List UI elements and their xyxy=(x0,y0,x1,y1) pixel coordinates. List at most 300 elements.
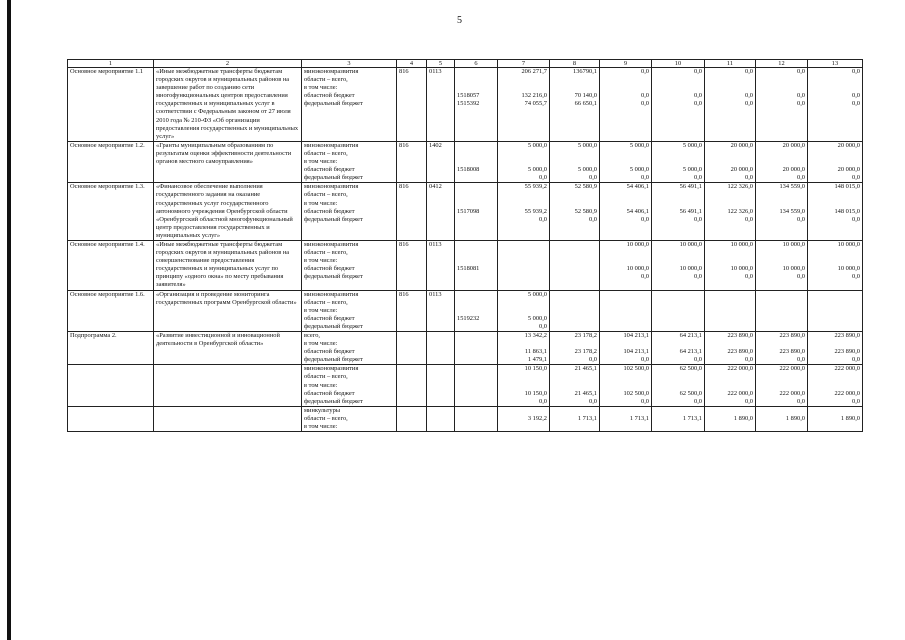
cell-line xyxy=(552,340,597,348)
cell-line xyxy=(500,76,547,84)
activity-description: «Гранты муниципальным образованиям по результатам оценки эффективности деятельности органов местного самоуправления» xyxy=(156,141,292,166)
cell-line xyxy=(457,191,495,199)
cell-line xyxy=(810,340,860,348)
cell-line xyxy=(552,373,597,381)
cell-line: области – всего, xyxy=(304,249,348,257)
cell-line: 0,0 xyxy=(641,68,649,75)
table-cell xyxy=(600,365,652,406)
cell-line xyxy=(457,158,495,166)
cell-line xyxy=(654,257,702,265)
cell-line: 0,0 xyxy=(694,273,702,281)
cell-line xyxy=(552,291,597,299)
activity-description-cell xyxy=(154,332,302,365)
cell-line xyxy=(707,423,753,431)
cell-line xyxy=(500,407,547,415)
cell-line xyxy=(758,158,805,166)
cell-line: 0,0 xyxy=(745,273,753,281)
table-cell xyxy=(455,332,498,365)
cell-line: 0,0 xyxy=(694,92,702,100)
table-cell xyxy=(302,332,397,365)
cell-line: минэкономразвития xyxy=(304,240,359,248)
cell-line xyxy=(602,291,649,299)
cell-line xyxy=(457,323,495,331)
table-cell xyxy=(652,290,705,331)
cell-line: 816 xyxy=(399,240,409,248)
cell-line xyxy=(707,299,753,307)
cell-line xyxy=(457,150,495,158)
table-cell xyxy=(498,183,550,241)
table-cell xyxy=(652,141,705,182)
cell-line xyxy=(707,150,753,158)
cell-line: 0113 xyxy=(429,68,442,75)
cell-line: федеральный бюджет xyxy=(304,215,363,223)
table-cell xyxy=(705,365,756,406)
cell-line xyxy=(602,150,649,158)
table-cell xyxy=(397,332,427,365)
cell-line xyxy=(552,257,597,265)
table-cell xyxy=(808,406,863,431)
cell-line: федеральный бюджет xyxy=(304,397,363,405)
cell-line: 0,0 xyxy=(539,215,547,223)
column-number-4: 4 xyxy=(397,60,427,68)
table-cell xyxy=(756,332,808,365)
cell-line: 0,0 xyxy=(852,273,860,281)
cell-line: 223 890,0 xyxy=(727,348,753,356)
cell-line: 816 xyxy=(399,183,409,191)
cell-line: 20 000,0 xyxy=(782,166,805,174)
cell-line: 20 000,0 xyxy=(782,141,805,149)
cell-line: 222 000,0 xyxy=(727,389,753,397)
cell-line: 10 000,0 xyxy=(730,265,753,273)
table-cell xyxy=(756,240,808,290)
table-row xyxy=(68,183,863,241)
table-cell xyxy=(427,240,455,290)
cell-line: 1518008 xyxy=(457,166,480,174)
cell-line: 54 406,1 xyxy=(626,207,649,215)
cell-line: 0,0 xyxy=(745,100,753,108)
activity-description: «Финансовое обеспечение выполнения государственного задания на оказание государственных услуг государственного автономного учреждения Оренбургской области «Оренбургский областной многофункциональный центр предоставления государственных и муниципальных услуг» xyxy=(156,183,293,239)
table-cell xyxy=(705,406,756,431)
cell-line: 5 000,0 xyxy=(629,166,649,174)
cell-line xyxy=(707,257,753,265)
cell-line: 5 000,0 xyxy=(682,166,702,174)
activity-name-cell xyxy=(68,141,154,182)
cell-line: 222 000,0 xyxy=(834,365,860,373)
cell-line: области – всего, xyxy=(304,373,348,381)
cell-line: 10 000,0 xyxy=(730,240,753,248)
cell-line: областной бюджет xyxy=(304,92,355,100)
table-cell xyxy=(600,406,652,431)
cell-line: 62 500,0 xyxy=(679,365,702,373)
cell-line xyxy=(457,241,495,249)
cell-line: 223 890,0 xyxy=(834,348,860,356)
cell-line: 0,0 xyxy=(852,356,860,364)
cell-line xyxy=(457,68,495,76)
cell-line: 0,0 xyxy=(745,356,753,364)
cell-line xyxy=(602,323,649,331)
cell-line: 0,0 xyxy=(694,174,702,182)
cell-line: 52 580,9 xyxy=(574,207,597,215)
cell-line xyxy=(810,249,860,257)
cell-line: 0,0 xyxy=(589,397,597,405)
cell-line xyxy=(457,373,495,381)
cell-line xyxy=(552,249,597,257)
cell-line: 223 890,0 xyxy=(727,332,753,339)
table-cell xyxy=(550,141,600,182)
cell-line xyxy=(654,407,702,415)
table-cell xyxy=(550,183,600,241)
cell-line: 222 000,0 xyxy=(727,365,753,373)
cell-line: 1 479,1 xyxy=(527,356,547,364)
table-cell xyxy=(808,290,863,331)
cell-line: 0,0 xyxy=(852,68,860,75)
column-number-3: 3 xyxy=(302,60,397,68)
cell-line: 0,0 xyxy=(539,397,547,405)
cell-line: 122 326,0 xyxy=(727,207,753,215)
activity-name: Подпрограмма 2. xyxy=(70,332,117,339)
table-row xyxy=(68,240,863,290)
table-cell xyxy=(455,365,498,406)
table-cell xyxy=(498,141,550,182)
table-cell xyxy=(397,240,427,290)
cell-line: 5 000,0 xyxy=(682,141,702,149)
cell-line: 0,0 xyxy=(797,100,805,108)
cell-line: 1 713,1 xyxy=(577,414,597,422)
table-cell xyxy=(397,406,427,431)
cell-line: 223 890,0 xyxy=(834,332,860,339)
table-cell xyxy=(652,240,705,290)
activity-name: Основное мероприятие 1.2. xyxy=(70,141,145,149)
cell-line xyxy=(457,76,495,84)
cell-line: 3 192,2 xyxy=(527,414,547,422)
cell-line: 0,0 xyxy=(694,100,702,108)
cell-line: 0,0 xyxy=(539,174,547,182)
cell-line: 55 939,2 xyxy=(524,207,547,215)
cell-line xyxy=(457,423,495,431)
cell-line xyxy=(457,307,495,315)
cell-line: минэкономразвития xyxy=(304,290,359,298)
table-cell xyxy=(550,290,600,331)
cell-line xyxy=(457,216,495,224)
cell-line xyxy=(758,191,805,199)
cell-line: областной бюджет xyxy=(304,389,355,397)
cell-line: 23 178,2 xyxy=(574,332,597,339)
cell-line: 0,0 xyxy=(641,356,649,364)
cell-line xyxy=(758,200,805,208)
cell-line: 10 000,0 xyxy=(782,265,805,273)
cell-line: 0,0 xyxy=(745,215,753,223)
cell-line: 104 213,1 xyxy=(623,348,649,356)
table-cell xyxy=(652,183,705,241)
cell-line: 134 559,0 xyxy=(779,207,805,215)
cell-line: 816 xyxy=(399,141,409,149)
cell-line xyxy=(602,158,649,166)
column-number-11: 11 xyxy=(705,60,756,68)
cell-line: 20 000,0 xyxy=(730,166,753,174)
cell-line xyxy=(758,423,805,431)
cell-line xyxy=(810,407,860,415)
cell-line xyxy=(758,249,805,257)
cell-line xyxy=(707,191,753,199)
cell-line xyxy=(552,299,597,307)
cell-line: в том числе: xyxy=(304,340,338,348)
cell-line xyxy=(457,348,495,356)
cell-line xyxy=(758,323,805,331)
cell-line xyxy=(552,241,597,249)
table-cell xyxy=(427,290,455,331)
cell-line xyxy=(500,382,547,390)
cell-line: 0,0 xyxy=(589,356,597,364)
cell-line: 10 000,0 xyxy=(679,265,702,273)
cell-line: 10 150,0 xyxy=(524,365,547,373)
cell-line: 816 xyxy=(399,68,409,75)
cell-line: 0,0 xyxy=(694,356,702,364)
cell-line xyxy=(500,84,547,92)
activity-name: Основное мероприятие 1.4. xyxy=(70,240,145,248)
cell-line xyxy=(810,76,860,84)
cell-line xyxy=(810,299,860,307)
cell-line: 148 015,0 xyxy=(834,183,860,191)
cell-line: 20 000,0 xyxy=(730,141,753,149)
cell-line: 21 465,1 xyxy=(574,365,597,373)
cell-line: областной бюджет xyxy=(304,348,355,356)
table-cell xyxy=(808,365,863,406)
cell-line: 1515392 xyxy=(457,100,480,108)
table-cell xyxy=(498,365,550,406)
table-row xyxy=(68,406,863,431)
cell-line: 0412 xyxy=(429,183,442,191)
cell-line xyxy=(399,365,424,373)
cell-line: областной бюджет xyxy=(304,314,355,322)
cell-line: 0,0 xyxy=(694,397,702,405)
cell-line xyxy=(758,340,805,348)
cell-line: области – всего, xyxy=(304,76,348,84)
cell-line xyxy=(500,373,547,381)
activity-description-cell xyxy=(154,183,302,241)
cell-line xyxy=(707,323,753,331)
table-cell xyxy=(808,141,863,182)
column-number-2: 2 xyxy=(154,60,302,68)
table-cell xyxy=(302,141,397,182)
table-cell xyxy=(498,332,550,365)
cell-line: 132 216,0 xyxy=(521,92,547,100)
cell-line xyxy=(552,407,597,415)
cell-line: 10 000,0 xyxy=(679,240,702,248)
cell-line xyxy=(654,76,702,84)
column-number-13: 13 xyxy=(808,60,863,68)
cell-line xyxy=(758,257,805,265)
table-cell xyxy=(455,240,498,290)
cell-line xyxy=(707,291,753,299)
cell-line: 1 713,1 xyxy=(629,414,649,422)
cell-line xyxy=(457,257,495,265)
cell-line xyxy=(500,191,547,199)
cell-line: 223 890,0 xyxy=(779,348,805,356)
column-number-7: 7 xyxy=(498,60,550,68)
table-cell xyxy=(397,183,427,241)
cell-line: 136790,1 xyxy=(573,68,597,75)
cell-line: всего, xyxy=(304,332,320,339)
column-number-row xyxy=(68,60,863,68)
cell-line: 102 500,0 xyxy=(623,389,649,397)
cell-line xyxy=(602,307,649,315)
cell-line: 5 000,0 xyxy=(527,314,547,322)
cell-line: 222 000,0 xyxy=(779,389,805,397)
table-cell xyxy=(427,141,455,182)
cell-line xyxy=(758,407,805,415)
cell-line xyxy=(457,142,495,150)
cell-line xyxy=(758,150,805,158)
cell-line: в том числе: xyxy=(304,423,338,431)
table-cell xyxy=(756,141,808,182)
table-cell xyxy=(705,332,756,365)
cell-line: 1402 xyxy=(429,141,442,149)
activity-name-cell xyxy=(68,290,154,331)
cell-line xyxy=(457,365,495,373)
table-cell xyxy=(397,141,427,182)
cell-line xyxy=(429,365,452,373)
cell-line xyxy=(654,84,702,92)
cell-line xyxy=(602,191,649,199)
cell-line xyxy=(399,407,424,415)
cell-line xyxy=(500,249,547,257)
cell-line xyxy=(707,76,753,84)
table-cell xyxy=(600,183,652,241)
cell-line: 5 000,0 xyxy=(527,290,547,298)
activity-description-cell xyxy=(154,68,302,142)
cell-line: 1 890,0 xyxy=(840,414,860,422)
cell-line xyxy=(457,183,495,191)
activity-name: Основное мероприятие 1.1 xyxy=(70,68,144,75)
cell-line xyxy=(758,84,805,92)
cell-line xyxy=(457,174,495,182)
cell-line: 0,0 xyxy=(797,174,805,182)
cell-line xyxy=(602,200,649,208)
cell-line: 0,0 xyxy=(852,215,860,223)
cell-line xyxy=(552,84,597,92)
cell-line xyxy=(654,307,702,315)
cell-line xyxy=(810,423,860,431)
cell-line: 10 000,0 xyxy=(626,240,649,248)
cell-line xyxy=(654,382,702,390)
cell-line: 0,0 xyxy=(852,100,860,108)
cell-line: области – всего, xyxy=(304,414,348,422)
cell-line: 0,0 xyxy=(745,397,753,405)
cell-line: 11 863,1 xyxy=(524,348,547,356)
table-row xyxy=(68,332,863,365)
page-number: 5 xyxy=(457,15,462,26)
table-cell xyxy=(705,240,756,290)
cell-line: 122 326,0 xyxy=(727,183,753,191)
table-cell xyxy=(652,406,705,431)
table-cell xyxy=(600,332,652,365)
cell-line: в том числе: xyxy=(304,199,338,207)
cell-line xyxy=(457,382,495,390)
activity-description: «Иные межбюджетные трансферты бюджетам городских округов и муниципальных районов на завершение работ по созданию сети многофункциональных центров предоставления государственных и муниципальных услуг в соответствии с Федеральным законом от 27 июля 2010 года № 210-ФЗ «Об организации предоставления государственных и муниципальных услуг» xyxy=(156,68,299,140)
table-cell xyxy=(427,68,455,142)
cell-line: 0,0 xyxy=(797,356,805,364)
table-row xyxy=(68,68,863,142)
cell-line xyxy=(457,200,495,208)
cell-line: 55 939,2 xyxy=(524,183,547,191)
activity-name-cell xyxy=(68,332,154,365)
cell-line xyxy=(707,340,753,348)
cell-line xyxy=(602,407,649,415)
activity-description: «Развитие инвестиционной и инновационной деятельности в Оренбургской области» xyxy=(156,332,280,348)
activity-description-cell xyxy=(154,365,302,406)
cell-line xyxy=(810,158,860,166)
cell-line: 1518081 xyxy=(457,265,480,273)
cell-line xyxy=(654,340,702,348)
cell-line xyxy=(810,200,860,208)
table-cell xyxy=(808,68,863,142)
cell-line xyxy=(707,249,753,257)
cell-line: в том числе: xyxy=(304,306,338,314)
cell-line xyxy=(810,257,860,265)
cell-line: 10 000,0 xyxy=(837,240,860,248)
cell-line xyxy=(457,249,495,257)
table-cell xyxy=(455,183,498,241)
column-number-8: 8 xyxy=(550,60,600,68)
table-cell xyxy=(756,68,808,142)
table-body xyxy=(68,60,863,432)
table-cell xyxy=(455,406,498,431)
cell-line xyxy=(810,191,860,199)
cell-line: 56 491,1 xyxy=(679,183,702,191)
cell-line xyxy=(654,158,702,166)
cell-line: 5 000,0 xyxy=(527,141,547,149)
cell-line xyxy=(707,382,753,390)
table-cell xyxy=(705,183,756,241)
cell-line xyxy=(707,158,753,166)
table-cell xyxy=(600,290,652,331)
cell-line xyxy=(602,76,649,84)
column-number-1: 1 xyxy=(68,60,154,68)
table-cell xyxy=(302,365,397,406)
cell-line: областной бюджет xyxy=(304,166,355,174)
table-cell xyxy=(302,290,397,331)
cell-line xyxy=(602,315,649,323)
cell-line xyxy=(758,76,805,84)
column-number-10: 10 xyxy=(652,60,705,68)
table-cell xyxy=(498,406,550,431)
cell-line xyxy=(429,332,452,340)
cell-line: федеральный бюджет xyxy=(304,356,363,364)
cell-line: области – всего, xyxy=(304,298,348,306)
cell-line xyxy=(500,150,547,158)
table-cell xyxy=(550,365,600,406)
cell-line xyxy=(500,307,547,315)
table-cell xyxy=(427,332,455,365)
cell-line xyxy=(810,323,860,331)
cell-line: федеральный бюджет xyxy=(304,100,363,108)
cell-line: 74 055,7 xyxy=(524,100,547,108)
cell-line xyxy=(654,373,702,381)
table-cell xyxy=(302,68,397,142)
cell-line: 56 491,1 xyxy=(679,207,702,215)
cell-line: минэкономразвития xyxy=(304,365,359,373)
table-cell xyxy=(756,183,808,241)
table-cell xyxy=(455,68,498,142)
activity-name-cell xyxy=(68,406,154,431)
cell-line: 52 580,9 xyxy=(574,183,597,191)
table-cell xyxy=(756,365,808,406)
cell-line xyxy=(602,299,649,307)
cell-line: 816 xyxy=(399,290,409,298)
cell-line: в том числе: xyxy=(304,84,338,92)
table-cell xyxy=(808,183,863,241)
cell-line: области – всего, xyxy=(304,149,348,157)
